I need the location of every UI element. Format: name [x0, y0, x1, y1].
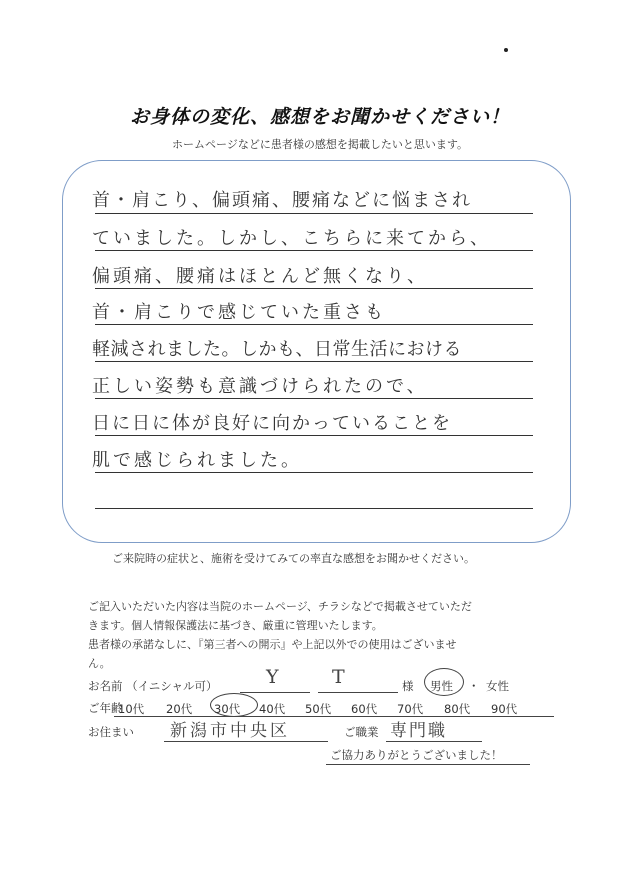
- comment-line: 首・肩こりで感じていた重さも: [92, 302, 386, 323]
- ruled-line: [95, 508, 533, 509]
- name-underline: [240, 692, 310, 693]
- age-option: 80代: [444, 702, 471, 716]
- box-caption: ご来院時の症状と、施術を受けてみての率直な感想をお聞かせください。: [112, 552, 475, 565]
- name-label: お名前 （イニシャル可）: [88, 679, 218, 693]
- comment-line: 正しい姿勢も意識づけられたので、: [92, 376, 428, 397]
- ruled-line: [95, 324, 533, 325]
- gender-separator: ・: [468, 679, 480, 693]
- gender-female-option: 女性: [486, 679, 509, 693]
- privacy-notice-line: きます。個人情報保護法に基づき、厳重に管理いたします。: [88, 619, 383, 632]
- comment-line: 偏頭痛、腰痛はほとんど無くなり、: [92, 266, 428, 287]
- ruled-line: [95, 435, 533, 436]
- comment-line: 日に日に体が良好に向かっていることを: [92, 413, 452, 434]
- age-option: 10代: [118, 702, 145, 716]
- page-subtitle: ホームページなどに患者様の感想を掲載したいと思います。: [172, 138, 468, 151]
- age-option: 40代: [259, 702, 286, 716]
- address-underline: [164, 741, 328, 742]
- age-option: 90代: [491, 702, 518, 716]
- comment-line: 軽減されました。しかも、日常生活における: [92, 339, 462, 360]
- comment-line: ていました。しかし、こちらに来てから、: [92, 228, 491, 249]
- age-option: 60代: [351, 702, 378, 716]
- age-option: 70代: [397, 702, 424, 716]
- comment-line: 首・肩こり、偏頭痛、腰痛などに悩まされ: [92, 190, 472, 211]
- occupation-value: 専門職: [390, 721, 447, 741]
- ruled-line: [95, 213, 533, 214]
- name-initial-last: T: [332, 666, 345, 688]
- thanks-underline: [326, 764, 530, 765]
- thanks-message: ご協力ありがとうございました！: [330, 748, 503, 762]
- privacy-notice-line: ご記入いただいた内容は当院のホームページ、チラシなどで掲載させていただ: [88, 600, 472, 613]
- gender-male-option: 男性: [430, 679, 453, 693]
- honorific-label: 様: [402, 679, 414, 693]
- privacy-notice-line: ん。: [88, 657, 111, 670]
- name-underline: [318, 692, 398, 693]
- age-option: 20代: [166, 702, 193, 716]
- ruled-line: [95, 472, 533, 473]
- ruled-line: [95, 361, 533, 362]
- address-value: 新潟市中央区: [170, 721, 290, 741]
- age-option: 50代: [305, 702, 332, 716]
- comment-line: 肌で感じられました。: [92, 450, 302, 471]
- ruled-line: [95, 250, 533, 251]
- ruled-line: [95, 288, 533, 289]
- scan-speck: [504, 48, 508, 52]
- ruled-line: [95, 398, 533, 399]
- occupation-underline: [386, 741, 482, 742]
- name-initial-first: Y: [266, 666, 279, 688]
- occupation-label: ご職業: [344, 725, 379, 739]
- privacy-notice-line: 患者様の承諾なしに、『第三者への開示』や上記以外での使用はございませ: [88, 638, 457, 651]
- age-option: 30代: [214, 702, 241, 716]
- address-label: お住まい: [88, 725, 134, 739]
- age-label: ご年齢: [88, 701, 123, 715]
- page-title: お身体の変化、感想をお聞かせください！: [129, 106, 510, 128]
